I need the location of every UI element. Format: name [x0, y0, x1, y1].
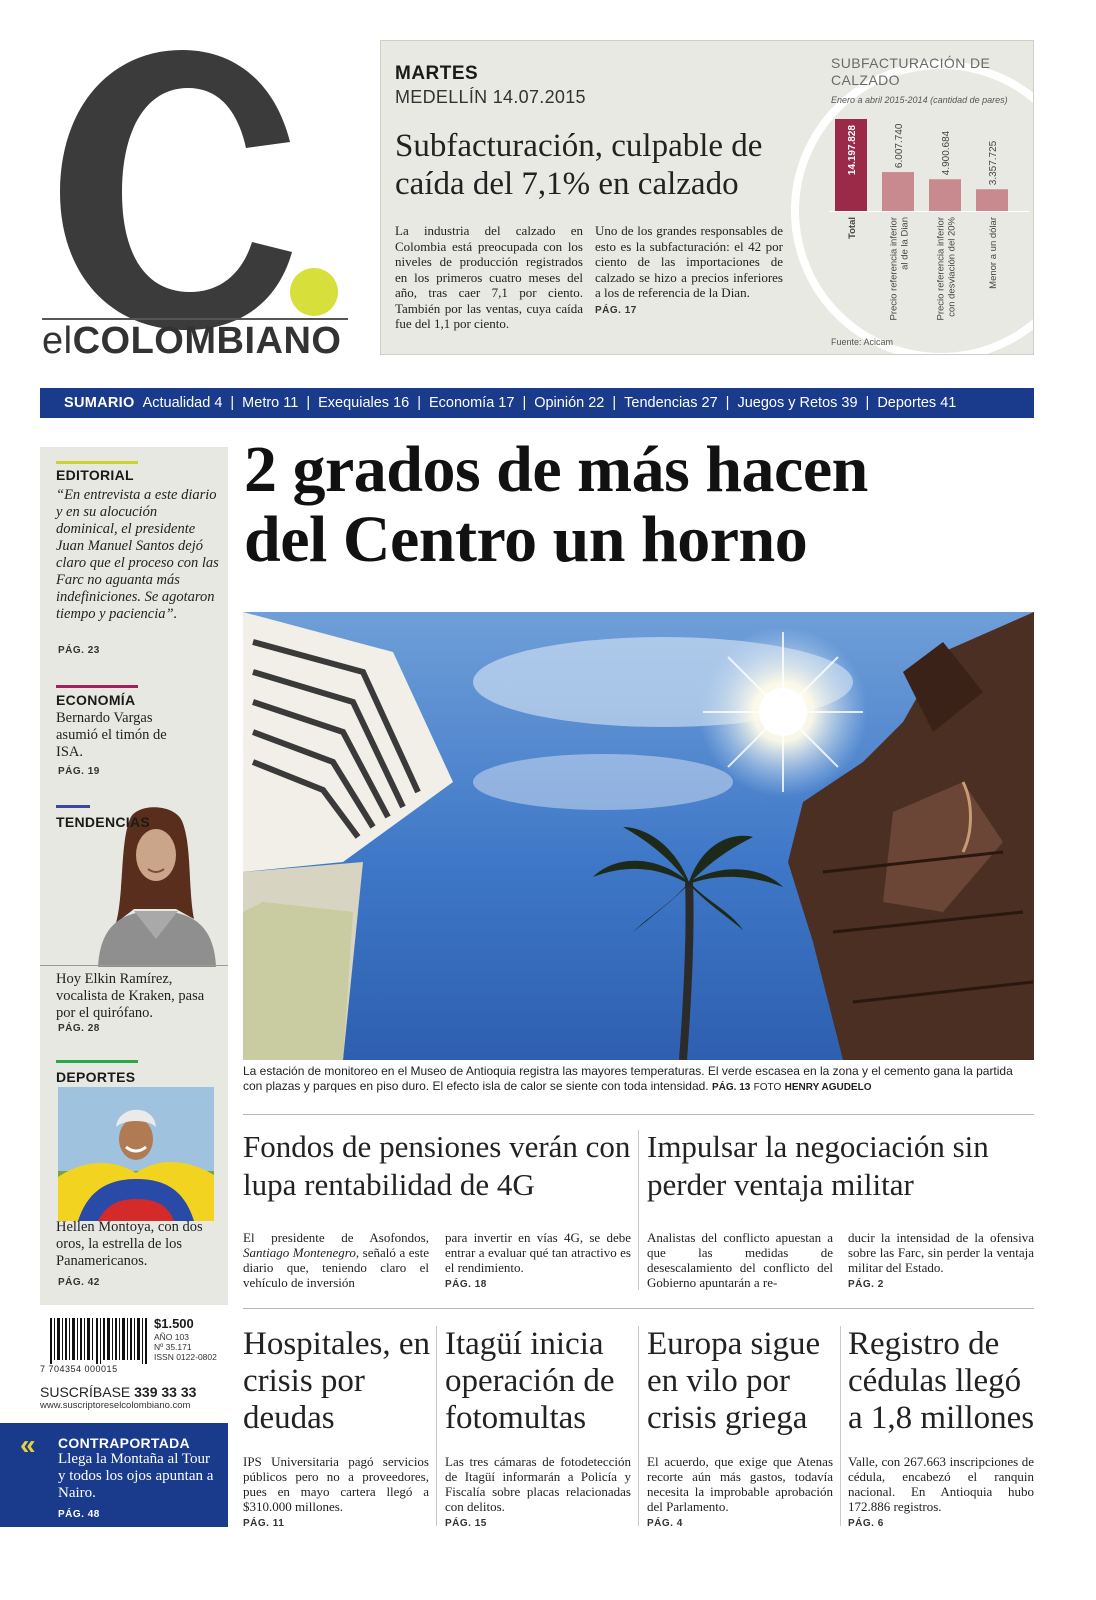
story-pensiones-headline[interactable]: Fondos de pensiones verán con lupa rentabilidad de 4G: [243, 1129, 631, 1202]
barcode: [50, 1318, 148, 1364]
contraportada-text: Llega la Montaña al Tour y todos los ojos apuntan a Nairo.: [58, 1451, 214, 1501]
chart-category-label-desviacion: Precio referencia inferior: [935, 217, 947, 321]
sumario-label: SUMARIO: [64, 395, 135, 411]
story-pensiones-col-1-italic: Santiago Montenegro: [243, 1245, 356, 1260]
sumario-separator: |: [522, 395, 527, 411]
deportes-page-ref[interactable]: PÁG. 42: [58, 1277, 100, 1288]
story-pensiones-col-2-text: para invertir en vías 4G, se debe entrar a evaluar qué tan atractivo es el rendimiento.: [445, 1230, 631, 1275]
caption-credit-label: FOTO: [753, 1082, 782, 1093]
contraportada-kicker: CONTRAPORTADA: [58, 1435, 190, 1451]
sumario-bar: [40, 388, 1034, 418]
story-pensiones-page-ref[interactable]: PÁG. 18: [445, 1279, 487, 1290]
tendencias-page-ref[interactable]: PÁG. 28: [58, 1023, 100, 1034]
chart-value-label-dolar: 3.357.725: [988, 140, 999, 186]
sumario-separator: |: [612, 395, 617, 411]
story-cedulas-headline[interactable]: Registro de cédulas llegó a 1,8 millones: [848, 1326, 1035, 1436]
story-europa-body: El acuerdo, que exige que Atenas recorte aún más gastos, todavía necesita la improbable aprobación del Parlamento.: [647, 1454, 833, 1514]
masthead-logo[interactable]: [40, 30, 340, 330]
story-cedulas-text: [848, 1454, 1034, 1531]
sumario-separator: |: [230, 395, 235, 411]
column-divider: [436, 1326, 437, 1526]
main-photo[interactable]: [243, 612, 1034, 1060]
main-headline-line-2: del Centro un horno: [244, 503, 808, 576]
teaser-column-2-text: Uno de los grandes responsables de esto es la subfacturación: el 42 por ciento de las importaciones de calzado se hizo a precios inferiores a los de referencia de la Dian.: [595, 223, 783, 300]
issue-year: AÑO 103: [154, 1332, 189, 1342]
chart-category-label-dian: Precio referencia inferior: [888, 217, 900, 321]
edition-day: MARTES: [395, 63, 479, 84]
chart-source: Fuente: Acicam: [831, 337, 894, 347]
column-divider: [638, 1130, 639, 1290]
sumario-separator: |: [725, 395, 730, 411]
caption-text: La estación de monitoreo en el Museo de Antioquia registra las mayores temperaturas. El verde escasea en la zona y el cemento gana la partida con plazas y parques en piso duro. El efecto isla de calor se siente con toda intensidad.: [243, 1064, 1013, 1093]
story-hospitales-headline[interactable]: Hospitales, en crisis por deudas: [243, 1326, 430, 1436]
contraportada-box[interactable]: [0, 1423, 228, 1527]
masthead-name-prefix: el: [42, 320, 73, 362]
deportes-text: Hellen Montoya, con dos oros, la estrella de los Panamericanos.: [56, 1219, 203, 1269]
divider: [243, 1114, 1034, 1115]
subscribe-label: SUSCRÍBASE: [40, 1384, 131, 1400]
story-negociacion-headline[interactable]: Impulsar la negociación sin perder ventaja militar: [647, 1129, 989, 1202]
story-pensiones-col-1-a: El presidente de Asofondos,: [243, 1230, 429, 1245]
story-cedulas-body: Valle, con 267.663 inscripciones de cédula, encabezó el ranquin nacional. En Antioquia hubo 172.886 registros.: [848, 1454, 1034, 1514]
editorial-kicker[interactable]: EDITORIAL: [56, 467, 134, 483]
story-pensiones-col-2: [445, 1230, 631, 1292]
sumario-item-tendencias[interactable]: Tendencias 27: [624, 395, 718, 411]
chart-bar-desviacion: [929, 179, 961, 211]
chart-value-label-desviacion: 4.900.684: [941, 130, 952, 176]
edition-date: MEDELLÍN 14.07.2015: [395, 87, 586, 107]
chart-value-label-dian: 6.007.740: [894, 123, 905, 169]
deportes-rule: [56, 1060, 138, 1063]
story-pensiones-col-1-b: , señaló a este diario que, teniendo claro el vehículo de inversión: [243, 1245, 430, 1290]
teaser-headline[interactable]: Subfacturación, culpable de caída del 7,1% en calzado: [395, 128, 763, 202]
chart-value-label-total: 14.197.828: [847, 125, 858, 176]
sumario-separator: |: [417, 395, 421, 411]
chevron-left-icon: «: [20, 1429, 36, 1460]
deportes-kicker[interactable]: DEPORTES: [56, 1069, 136, 1085]
deportes-athlete-photo[interactable]: [58, 1087, 214, 1221]
issue-number: Nº 35.171: [154, 1342, 192, 1352]
editorial-text: “En entrevista a este diario y en su alocución dominical, el presidente Juan Manuel Santos dejó claro que el proceso con las Farc no aguanta más indefiniciones. Se agotaron tiempo y paciencia”.: [56, 487, 219, 622]
story-negociacion-col-1: Analistas del conflicto apuestan a que las medidas de desescalamiento del conflicto del Gobierno apuntarán a re-: [647, 1230, 833, 1290]
sumario-separator: |: [865, 395, 870, 411]
subscribe-line[interactable]: [40, 1384, 196, 1400]
caption-page-ref[interactable]: PÁG. 13: [711, 1082, 751, 1093]
story-negociacion-col-2: [848, 1230, 1034, 1292]
editorial-page-ref[interactable]: PÁG. 23: [58, 645, 100, 656]
divider: [243, 1308, 1034, 1309]
editorial-rule: [56, 461, 138, 464]
chart-category-label-dolar: Menor a un dólar: [988, 217, 999, 289]
top-teaser[interactable]: [380, 40, 1034, 355]
sumario-item-juegos[interactable]: Juegos y Retos 39: [737, 395, 858, 411]
sumario-item-deportes[interactable]: Deportes 41: [877, 395, 957, 411]
tendencias-text: Hoy Elkin Ramírez, vocalista de Kraken, pasa por el quirófano.: [56, 971, 205, 1021]
main-photo-caption: [243, 1064, 1034, 1095]
story-europa-headline[interactable]: Europa sigue en vilo por crisis griega: [647, 1326, 821, 1436]
caption-photo-credit: HENRY AGUDELO: [784, 1082, 872, 1093]
chart-title: SUBFACTURACIÓN DE CALZADO: [831, 55, 991, 88]
sumario-item-opinion[interactable]: Opinión 22: [534, 395, 605, 411]
main-headline[interactable]: [244, 433, 1044, 576]
story-itagui-text: [445, 1454, 631, 1531]
chart-category-label-desviacion: con desviación del 20%: [946, 217, 958, 317]
masthead-name[interactable]: [42, 320, 341, 363]
cover-price: $1.500: [154, 1316, 194, 1331]
subscribe-url[interactable]: www.suscriptoreselcolombiano.com: [40, 1400, 191, 1411]
chart-category-label-dian: al de la Dian: [899, 217, 911, 270]
contraportada-page-ref[interactable]: PÁG. 48: [58, 1509, 100, 1520]
teaser-column-2: [595, 223, 783, 318]
subscribe-phone[interactable]: 339 33 33: [134, 1384, 197, 1400]
story-negociacion-col-2-text: ducir la intensidad de la ofensiva sobre las Farc, sin perder la ventaja militar del Estado.: [848, 1230, 1034, 1275]
story-pensiones-col-1: [243, 1230, 429, 1290]
sumario-item-economia[interactable]: Economía 17: [428, 395, 515, 411]
story-europa-text: [647, 1454, 833, 1531]
story-europa-page-ref[interactable]: PÁG. 4: [647, 1518, 683, 1529]
story-hospitales-text: [243, 1454, 429, 1531]
left-sidebar: [40, 447, 228, 1305]
chart-bar-dolar: [976, 189, 1008, 211]
issue-issn: ISSN 0122-0802: [154, 1352, 217, 1362]
economia-page-ref[interactable]: PÁG. 19: [58, 766, 100, 777]
chart-plot: [829, 111, 1029, 346]
story-hospitales-page-ref[interactable]: PÁG. 11: [243, 1518, 285, 1529]
main-headline-line-1: 2 grados de más hacen: [244, 433, 868, 506]
story-itagui-headline[interactable]: Itagüí inicia operación de fotomultas: [445, 1326, 615, 1436]
story-negociacion-page-ref[interactable]: PÁG. 2: [848, 1279, 884, 1290]
sumario-item-metro[interactable]: Metro 11: [242, 395, 299, 411]
sumario-item-actualidad[interactable]: Actualidad 4: [142, 395, 223, 411]
story-itagui-page-ref[interactable]: PÁG. 15: [445, 1518, 487, 1529]
logo-c-letter: [60, 50, 292, 330]
story-itagui-body: Las tres cámaras de fotodetección de Itagüí informarán a Policía y Fiscalía sobre placas relacionadas con delitos.: [445, 1454, 631, 1514]
logo-accent-dot: [290, 268, 338, 316]
issue-info: [154, 1332, 217, 1362]
chart-bar-dian: [882, 172, 914, 211]
economia-text: Bernardo Vargas asumió el timón de ISA.: [56, 710, 167, 760]
economia-rule: [56, 685, 138, 688]
story-hospitales-body: IPS Universitaria pagó servicios públicos pero no a proveedores, pues en mayo cartera llegó a $310.000 millones.: [243, 1454, 429, 1514]
column-divider: [840, 1326, 841, 1526]
sumario-item-exequiales[interactable]: Exequiales 16: [318, 395, 410, 411]
column-divider: [638, 1326, 639, 1526]
barcode-digits: 7 704354 000015: [40, 1364, 118, 1374]
teaser-page-ref[interactable]: PÁG. 17: [595, 304, 637, 316]
story-cedulas-page-ref[interactable]: PÁG. 6: [848, 1518, 884, 1529]
teaser-column-1: La industria del calzado en Colombia está preocupada con los niveles de producción registrados en los primeros cuatro meses del año, tras caer 7,1 por ciento. También por las ventas, cuya caída fue del 1,1 por ciento.: [395, 223, 583, 331]
economia-kicker[interactable]: ECONOMÍA: [56, 692, 136, 708]
chart-category-label-total: Total: [847, 217, 858, 239]
sumario-separator: |: [306, 395, 311, 411]
tendencias-photo-rule: [40, 965, 228, 966]
tendencias-kicker[interactable]: TENDENCIAS: [56, 814, 151, 830]
masthead-name-main: COLOMBIANO: [72, 320, 342, 362]
chart-subtitle: Enero a abril 2015-2014 (cantidad de pares): [831, 95, 1008, 105]
